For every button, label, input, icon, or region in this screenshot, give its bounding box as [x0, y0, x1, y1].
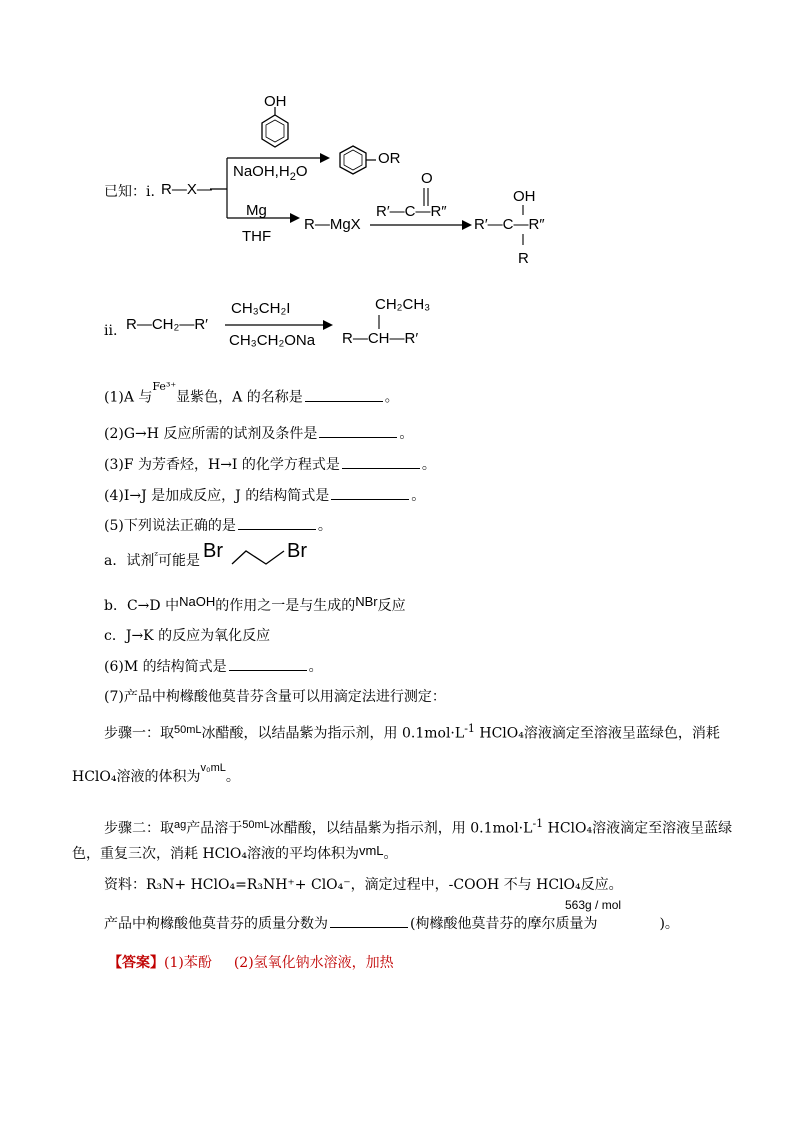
step-2-cont: 色，重复三次，消耗 HClO₄溶液的平均体积为vmL。 — [72, 843, 398, 862]
question-4: (4)I→J 是加成反应，J 的结构简式是 。 — [104, 488, 426, 504]
option-a-br-right: Br — [287, 540, 307, 562]
reaction-ii-arrow — [225, 320, 335, 330]
ketone-formula: R′—C—R″ — [376, 203, 447, 220]
answer-blank[interactable] — [319, 425, 397, 438]
question-3: (3)F 为芳香烃，H→I 的化学方程式是 。 — [104, 457, 436, 473]
info-note: 资料：R₃N+ HClO₄=R₃NH⁺+ ClO₄⁻，滴定过程中，-COOH 不与 HClO₄反应。 — [104, 877, 623, 893]
reaction-i-prefix: 已知：i. — [104, 184, 155, 200]
answer-blank[interactable] — [330, 915, 408, 928]
answer-label: 【答案】 — [108, 955, 164, 971]
answer-blank[interactable] — [331, 487, 409, 500]
step-1: 步骤一：取$^{50mL}$冰醋酸，以结晶紫为指示剂，用 $0.1mol\cdot L^{-1}$ HClO₄溶液滴定至溶液呈蓝绿色，消耗 — [104, 722, 720, 742]
final-question: 产品中枸橼酸他莫昔芬的质量分数为 (枸橼酸他莫昔芬的摩尔质量为 )。 — [104, 916, 679, 932]
reaction-ii-reagent-bottom: CH₃CH₂ONa — [229, 332, 316, 349]
dibromo-chain — [230, 546, 290, 570]
question-7: (7)产品中枸橼酸他莫昔芬含量可以用滴定法进行测定： — [104, 689, 446, 705]
question-1: (1)A 与$^{Fe^{3+}}$显紫色，A 的名称是 。 — [104, 380, 399, 406]
upper-reagent: $NaOH,H_2O$ — [233, 163, 308, 183]
answer-1: (1)苯酚 — [164, 955, 212, 971]
answer-line — [108, 954, 394, 972]
step-1-cont: HClO₄溶液的体积为$^{v_0mL}$。 — [72, 762, 240, 785]
arrow-head-icon — [323, 320, 333, 330]
grignard-reagent: R—MgX — [304, 216, 361, 233]
question-2: (2)G→H 反应所需的试剂及条件是 。 — [104, 426, 414, 442]
alcohol-r: R — [518, 250, 529, 267]
answer-blank[interactable] — [229, 658, 307, 671]
reaction-i-reactant: R—X— — [161, 181, 212, 198]
answer-blank[interactable] — [342, 456, 420, 469]
step-2: 步骤二：取$^{ag}$产品溶于$^{50mL}$冰醋酸，以结晶紫为指示剂，用 $0.1mol\cdot L^{-1}$ HClO₄溶液滴定至溶液呈蓝绿 — [104, 817, 733, 837]
lower-reagent-thf: THF — [242, 228, 272, 245]
reaction-ii-product-top: CH₂CH₃ — [375, 296, 431, 313]
alcohol-formula: R′—C—R″ — [474, 216, 545, 233]
arrow-head-icon — [320, 153, 330, 163]
molar-mass: 563g / mol — [565, 898, 622, 912]
lower-reagent-mg: Mg — [246, 202, 267, 219]
answer-blank[interactable] — [238, 517, 316, 530]
reaction-ii-product: R—CH—R′ — [342, 330, 419, 347]
option-c: c．J→K 的反应为氧化反应 — [104, 628, 271, 644]
answer-2: (2)氢氧化钠水溶液，加热 — [233, 955, 394, 971]
reaction-ii-reactant: R—CH₂—R′ — [126, 316, 208, 333]
reaction-ii-prefix: ii. — [104, 323, 118, 339]
option-a: a．试剂$^ᶻ$可能是 — [104, 549, 200, 569]
bond-line — [377, 315, 381, 329]
upper-product-or: OR — [378, 150, 401, 167]
option-b: b．C→D 中NaOH的作用之一是与生成的NBr反应 — [104, 594, 406, 614]
ketone-oxygen: O — [421, 170, 433, 187]
phenol-oh: OH — [264, 93, 287, 110]
question-6: (6)M 的结构简式是 。 — [104, 659, 323, 675]
reaction-ii-reagent-top: CH₃CH₂I — [231, 300, 291, 317]
question-5: (5)下列说法正确的是 。 — [104, 518, 332, 534]
answer-blank[interactable] — [305, 389, 383, 402]
alcohol-oh: OH — [513, 188, 536, 205]
option-a-br-left: Br — [203, 540, 223, 562]
